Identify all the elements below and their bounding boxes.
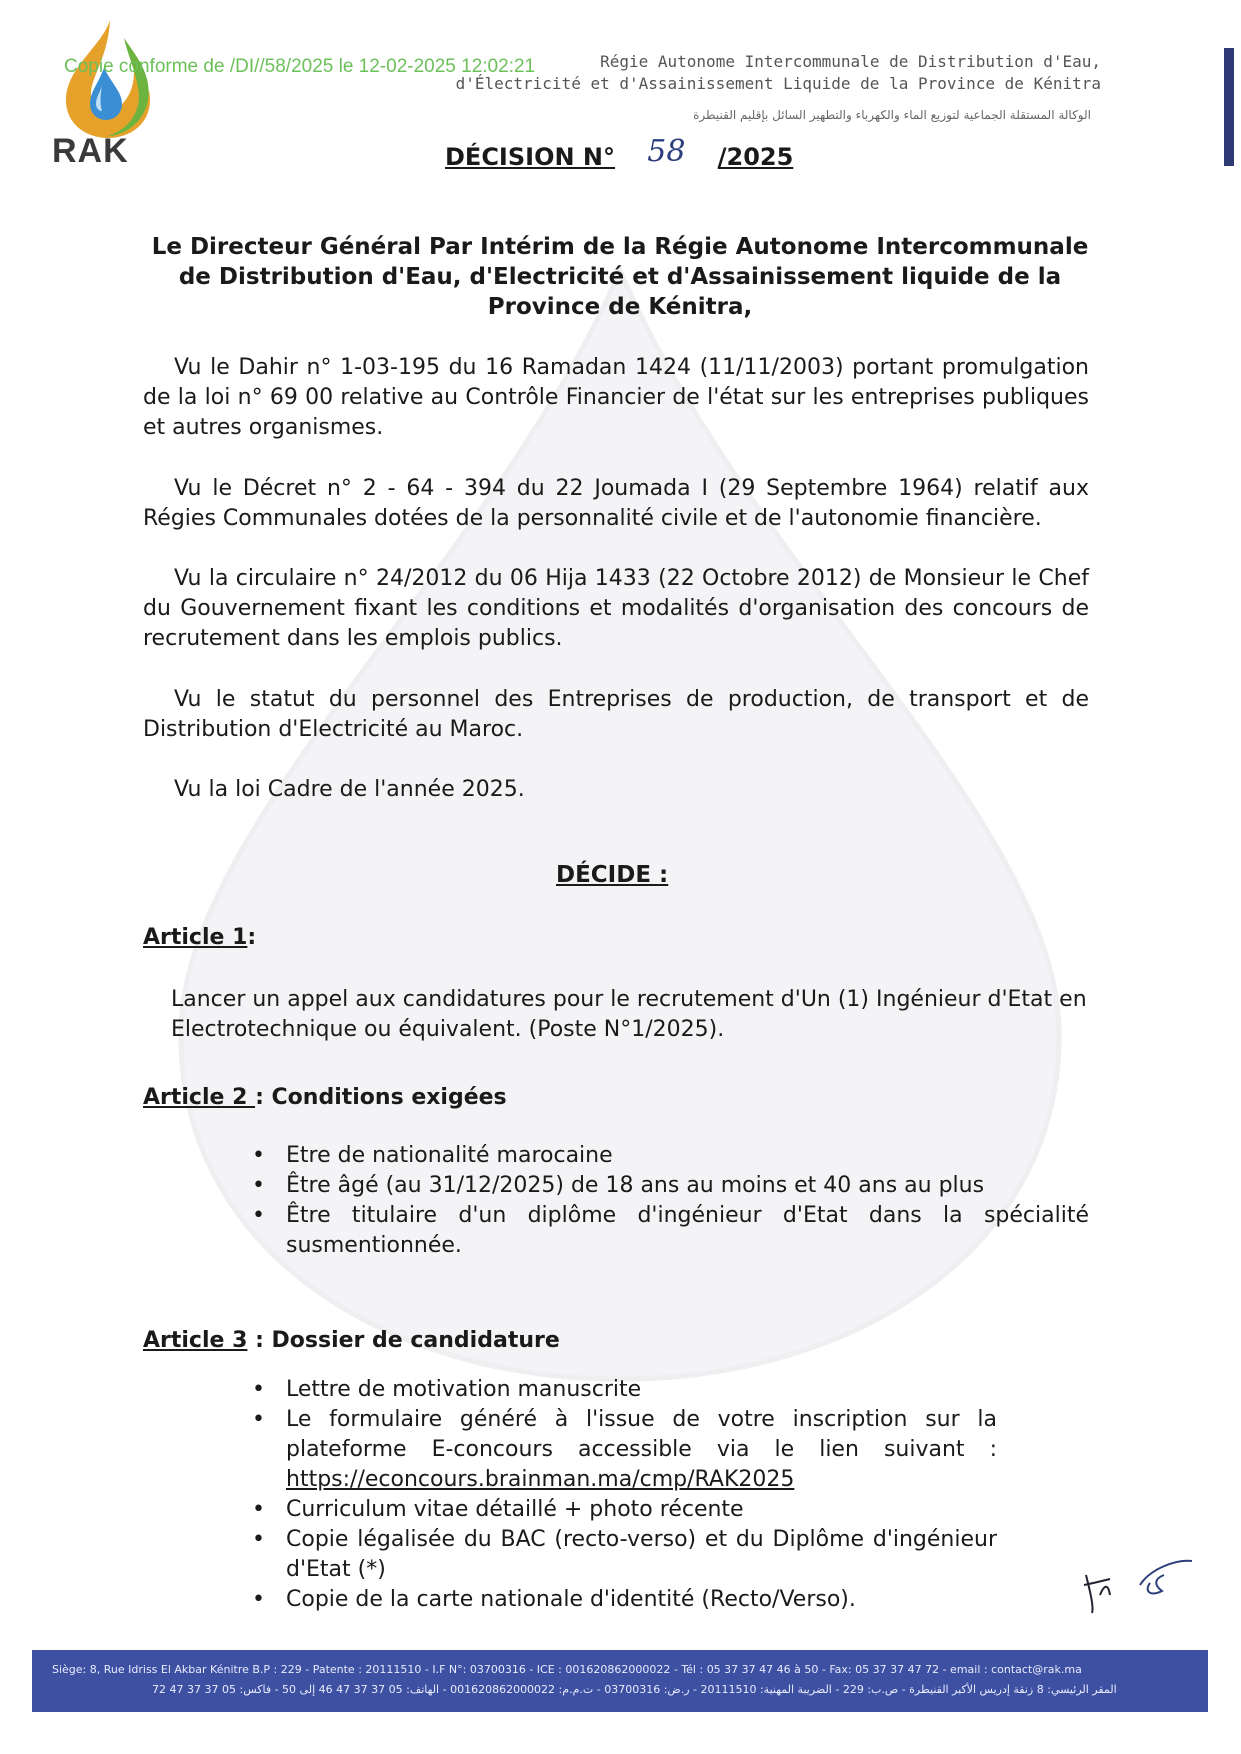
signature-icon [1080,1555,1200,1615]
decision-number-handwritten: 58 [647,134,686,169]
article1-label: Article 1 [143,925,248,950]
list-item: • Copie légalisée du BAC (recto-verso) et du Diplôme d'ingénieur d'Etat (*) [252,1525,997,1585]
list-item-text: Le formulaire généré à l'issue de votre inscription sur la plateforme E-concours accessible via le lien suivant : [286,1407,997,1462]
decision-title [445,134,794,173]
article1-heading [143,925,256,950]
consideration-circulaire: Vu la circulaire n° 24/2012 du 06 Hija 1433 (22 Octobre 2012) de Monsieur le Chef du Gouvernement fixant les conditions et modalités d'organisation des concours de recrutement dans les emplois publics. [143,566,1089,651]
conformity-stamp: Copie conforme de /DI//58/2025 le 12-02-2025 12:02:21 [64,56,536,77]
decide-heading: DÉCIDE : [556,862,669,888]
list-item: • Curriculum vitae détaillé + photo récente [252,1495,997,1525]
article3-heading [143,1328,560,1353]
preamble: Le Directeur Général Par Intérim de la Régie Autonome Intercommunale de Distribution d'Eau, d'Electricité et d'Assainissement liquide de la Province de Kénitra, [151,234,1089,320]
footer-bar [32,1650,1208,1712]
econcours-link[interactable]: https://econcours.brainman.ma/cmp/RAK2025 [286,1467,795,1492]
article3-title: : Dossier de candidature [247,1328,560,1353]
list-item: • Etre de nationalité marocaine [252,1141,1089,1171]
org-name-ar: الوكالة المستقلة الجماعية لتوزيع الماء والكهرباء والتطهير السائل بإقليم القنيطرة [693,108,1091,122]
article3-label: Article 3 [143,1328,248,1353]
logo-text: RAK [52,132,129,170]
list-item: • Copie de la carte nationale d'identité (Recto/Verso). [252,1585,997,1615]
consideration-statut: Vu le statut du personnel des Entreprises de production, de transport et de Distribution d'Electricité au Maroc. [143,687,1089,742]
decision-year: /2025 [717,143,794,171]
article2-title: : Conditions exigées [255,1085,507,1110]
footer-address-fr: Siège: 8, Rue Idriss El Akbar Kénitre B.P : 229 - Patente : 20111510 - I.F N°: 03700316 - ICE : 001620862000022 - Tél : 05 37 37 47 46 à 50 - Fax: 05 37 37 47 72 - email : contact@rak.ma [52,1663,1082,1676]
side-accent-bar [1224,48,1234,166]
article1-text: Lancer un appel aux candidatures pour le recrutement d'Un (1) Ingénieur d'Etat en Electrotechnique ou équivalent. (Poste N°1/2025). [171,987,1087,1042]
footer-address-ar: المقر الرئيسي: 8 زنقة إدريس الأكبر القنيطرة - ص.ب: 229 - الضريبة المهنية: 20111510 - ر.ض: 03700316 - ت.م.م: 001620862000022 - الهاتف: 05 37 37 47 46 إلى 50 - فاكس: 05 37 37 47 72 [152,1683,1117,1696]
org-name-fr-line2: d'Électricité et d'Assainissement Liquide de la Province de Kénitra [455,74,1101,93]
consideration-decret: Vu le Décret n° 2 - 64 - 394 du 22 Joumada I (29 Septembre 1964) relatif aux Régies Communales dotées de la personnalité civile et de l'autonomie financière. [143,476,1089,531]
decision-prefix: DÉCISION N° [445,143,616,171]
list-item: • Lettre de motivation manuscrite [252,1375,997,1405]
article2-conditions-list [252,1141,1089,1261]
consideration-loi-cadre: Vu la loi Cadre de l'année 2025. [174,777,525,802]
list-item: • Être titulaire d'un diplôme d'ingénieur d'Etat dans la spécialité susmentionnée. [252,1201,1089,1261]
list-item: • Être âgé (au 31/12/2025) de 18 ans au moins et 40 ans au plus [252,1171,1089,1201]
article3-dossier-list [252,1375,997,1615]
article2-label: Article 2 [143,1085,256,1110]
list-item [252,1405,997,1495]
article2-heading [143,1085,507,1110]
article1-colon: : [247,925,257,950]
org-name-fr-line1: Régie Autonome Intercommunale de Distribution d'Eau, [600,52,1101,71]
consideration-dahir: Vu le Dahir n° 1-03-195 du 16 Ramadan 1424 (11/11/2003) portant promulgation de la loi n° 69 00 relative au Contrôle Financier de l'état sur les entreprises publiques et autres organismes. [143,355,1089,440]
